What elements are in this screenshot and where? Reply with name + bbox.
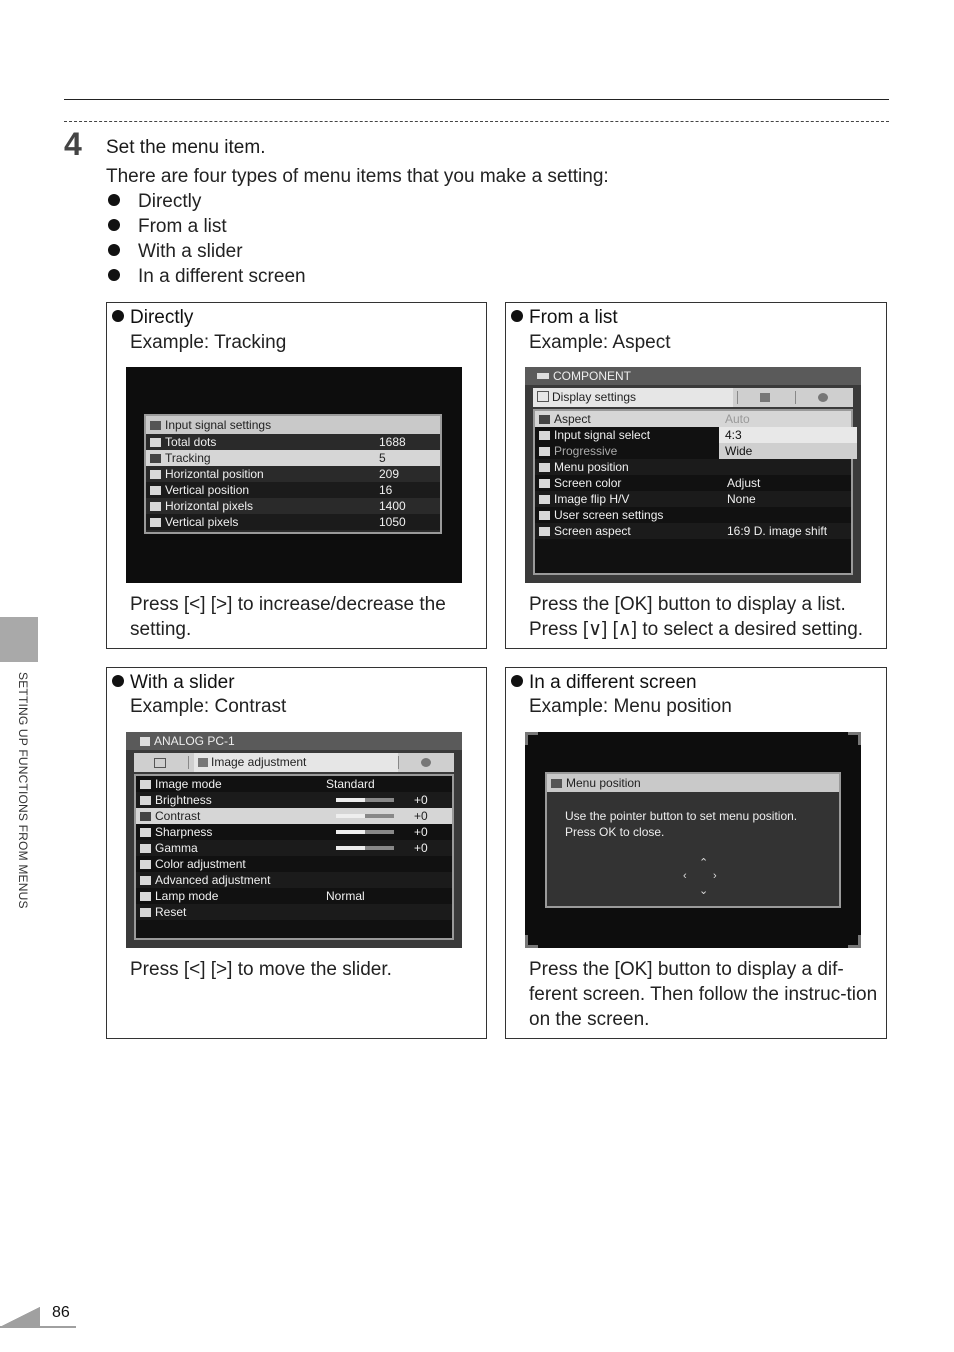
corner-marker: [848, 935, 861, 948]
direction-pad[interactable]: [683, 856, 717, 900]
menu-row: Horizontal position 209: [146, 466, 440, 482]
box-caption: Press the [OK] button to display a list. Press [∨] [∧] to select a desired setting.: [529, 594, 864, 640]
screenshot-aspect: [525, 367, 861, 583]
row-icon: [539, 463, 550, 472]
row-icon: [140, 844, 151, 853]
bullet-icon: [112, 310, 124, 322]
box-title: Directly: [112, 305, 193, 330]
box-title: With a slider: [112, 670, 235, 695]
menu-row: Progressive Wide: [535, 443, 851, 459]
settings-icon: [421, 758, 431, 767]
menu-row: Total dots 1688: [146, 434, 440, 450]
menu-row: Lamp mode Normal: [136, 888, 452, 904]
row-icon: [140, 780, 151, 789]
bullet-icon: [112, 675, 124, 687]
sharpness-slider[interactable]: [336, 830, 394, 834]
dialog-instructions: [565, 808, 797, 840]
menu-row: Input signal select 4:3: [535, 427, 851, 443]
menu-row: Advanced adjustment: [136, 872, 452, 888]
list-item: With a slider: [108, 239, 306, 264]
instruction-line: Press OK to close.: [565, 825, 665, 839]
menu-row: Vertical pixels 1050: [146, 514, 440, 530]
display-icon: [154, 758, 166, 768]
row-icon: [150, 454, 161, 463]
brightness-slider[interactable]: [336, 798, 394, 802]
menu-position-dialog: [545, 772, 841, 908]
menu-row: User screen settings: [535, 507, 851, 523]
step-intro: There are four types of menu items that you make a setting:: [106, 166, 609, 187]
tab-bar: [134, 753, 454, 772]
panel-header: Input signal settings: [146, 416, 440, 434]
menu-row: Reset: [136, 904, 452, 920]
box-caption: Press [<] [>] to move the slider.: [130, 959, 392, 980]
menu-row-selected: Contrast +0: [136, 808, 452, 824]
menu-row-selected: Tracking 5: [146, 450, 440, 466]
menu-row: Screen color Adjust: [535, 475, 851, 491]
section-label: SETTING UP FUNCTIONS FROM MENUS: [16, 672, 30, 909]
menu-row: Sharpness +0: [136, 824, 452, 840]
row-icon: [539, 415, 550, 424]
bullet-icon: [108, 194, 120, 206]
row-icon: [539, 527, 550, 536]
tab-bar: [533, 388, 853, 407]
corner-marker: [525, 935, 538, 948]
footer-shape: [0, 1307, 40, 1327]
row-icon: [140, 812, 151, 821]
right-arrow-icon[interactable]: ›: [713, 870, 717, 882]
bullet-list: [108, 189, 306, 289]
corner-marker: [848, 732, 861, 745]
box-different-screen: [505, 667, 887, 1039]
row-icon: [140, 860, 151, 869]
screenshot-tracking: [126, 367, 462, 583]
dashed-rule: [64, 121, 889, 122]
list-item: In a different screen: [108, 264, 306, 289]
menu-row: Vertical position 16: [146, 482, 440, 498]
up-arrow-icon[interactable]: ⌃: [699, 857, 709, 869]
image-icon: [198, 758, 208, 767]
box-example: Example: Tracking: [130, 332, 287, 353]
row-icon: [539, 495, 550, 504]
box-caption: Press the [OK] button to display a dif-ferent screen. Then follow the instruc-tion on the screen.: [529, 959, 878, 1030]
top-rule: [64, 99, 889, 100]
bullet-icon: [511, 310, 523, 322]
menu-row: Image mode Standard: [136, 776, 452, 792]
menu-row: Menu position: [535, 459, 851, 475]
box-directly: [106, 302, 487, 649]
box-title: In a different screen: [511, 670, 697, 695]
tab-settings[interactable]: [795, 391, 852, 404]
menu-row: Image flip H/V None: [535, 491, 851, 507]
box-example: Example: Menu position: [529, 696, 732, 717]
page-number: 86: [52, 1304, 70, 1321]
menu-row: Color adjustment: [136, 856, 452, 872]
row-icon: [539, 479, 550, 488]
row-icon: [539, 511, 550, 520]
menu-row: Brightness +0: [136, 792, 452, 808]
input-signal-panel: [144, 414, 442, 534]
tab-display-settings[interactable]: Display settings: [533, 388, 733, 407]
tab-advanced[interactable]: [737, 391, 790, 404]
tab-display[interactable]: [134, 756, 189, 769]
advanced-icon: [760, 393, 770, 402]
row-icon: [140, 892, 151, 901]
box-example: Example: Contrast: [130, 696, 287, 717]
menu-row: Gamma +0: [136, 840, 452, 856]
row-icon: [140, 796, 151, 805]
image-adjustment-panel: [134, 774, 454, 940]
pc-icon: [140, 737, 150, 746]
bullet-icon: [108, 244, 120, 256]
footer-line: [0, 1326, 76, 1328]
list-item: From a list: [108, 214, 306, 239]
box-from-list: [505, 302, 887, 649]
screenshot-contrast: [126, 732, 462, 948]
bullet-icon: [511, 675, 523, 687]
instruction-line: Use the pointer button to set menu position.: [565, 809, 798, 823]
menu-row: Screen aspect 16:9 D. image shift: [535, 523, 851, 539]
tab-settings[interactable]: [398, 756, 453, 769]
row-icon: [150, 438, 161, 447]
gamma-slider[interactable]: [336, 846, 394, 850]
source-bar: COMPONENT: [525, 367, 861, 385]
source-bar: ANALOG PC-1: [126, 732, 462, 750]
row-icon: [140, 876, 151, 885]
display-settings-panel: [533, 409, 853, 575]
dialog-header: Menu position: [547, 774, 839, 792]
screenshot-menu-position: [525, 732, 861, 948]
section-tab: [0, 617, 38, 662]
box-title: From a list: [511, 305, 618, 330]
row-icon: [150, 486, 161, 495]
row-icon: [539, 431, 550, 440]
row-icon: [539, 447, 550, 456]
row-icon: [150, 502, 161, 511]
row-icon: [140, 828, 151, 837]
menu-icon: [551, 779, 562, 788]
left-arrow-icon[interactable]: ‹: [683, 870, 687, 882]
box-example: Example: Aspect: [529, 332, 671, 353]
corner-marker: [525, 732, 538, 745]
input-icon: [150, 421, 161, 430]
box-slider: [106, 667, 487, 1039]
list-item: Directly: [108, 189, 306, 214]
box-caption: Press [<] [>] to increase/decrease the setting.: [130, 594, 446, 640]
menu-row-selected: Aspect Auto: [535, 411, 851, 427]
display-icon: [537, 391, 549, 402]
tab-image-adjustment[interactable]: Image adjustment: [194, 753, 398, 772]
row-icon: [140, 908, 151, 917]
contrast-slider[interactable]: [336, 814, 394, 818]
bullet-icon: [108, 219, 120, 231]
step-title: Set the menu item.: [106, 137, 266, 158]
row-icon: [150, 470, 161, 479]
bullet-icon: [108, 269, 120, 281]
settings-icon: [818, 393, 828, 402]
menu-row: Horizontal pixels 1400: [146, 498, 440, 514]
component-icon: [537, 373, 549, 379]
row-icon: [150, 518, 161, 527]
down-arrow-icon[interactable]: ⌄: [699, 885, 709, 897]
step-number: 4: [64, 126, 82, 162]
